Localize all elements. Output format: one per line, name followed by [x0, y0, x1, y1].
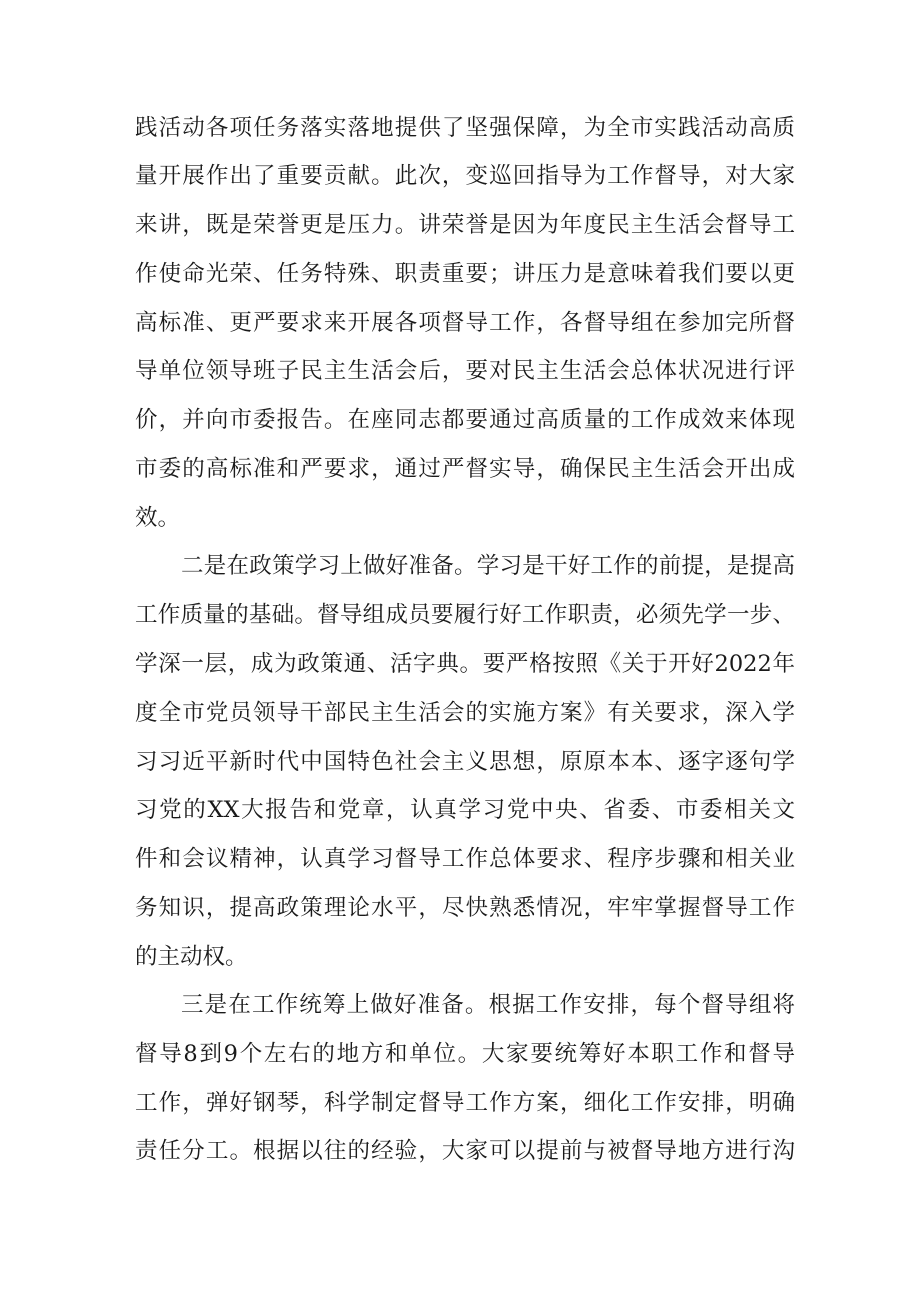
- paragraph-1-line-6: 导单位领导班子民主生活会后，要对民主生活会总体状况进行评: [135, 358, 795, 384]
- paragraph-2-line-1: 二是在政策学习上做好准备。学习是干好工作的前提，是提高: [181, 553, 795, 579]
- paragraph-3-line-4: 责任分工。根据以往的经验，大家可以提前与被督导地方进行沟: [135, 1138, 795, 1164]
- paragraph-2-line-8: 务知识，提高政策理论水平，尽快熟悉情况，牢牢掌握督导工作: [135, 895, 795, 921]
- paragraph-1-line-3: 来讲，既是荣誉更是压力。讲荣誉是因为年度民主生活会督导工: [135, 212, 795, 238]
- paragraph-2-line-5: 习习近平新时代中国特色社会主义思想，原原本本、逐字逐句学: [135, 749, 795, 775]
- paragraph-1-line-9: 效。: [135, 505, 181, 531]
- paragraph-3-line-3: 工作，弹好钢琴，科学制定督导工作方案，细化工作安排，明确: [135, 1090, 795, 1116]
- paragraph-1-line-1: 践活动各项任务落实落地提供了坚强保障，为全市实践活动高质: [135, 115, 795, 141]
- paragraph-2-line-6: 习党的XX大报告和党章，认真学习党中央、省委、市委相关文: [135, 797, 795, 823]
- paragraph-1-line-2: 量开展作出了重要贡献。此次，变巡回指导为工作督导，对大家: [135, 163, 795, 189]
- paragraph-2-line-2: 工作质量的基础。督导组成员要履行好工作职责，必须先学一步、: [135, 602, 795, 628]
- paragraph-3-line-1: 三是在工作统筹上做好准备。根据工作安排，每个督导组将: [181, 992, 795, 1018]
- paragraph-1-line-4: 作使命光荣、任务特殊、职责重要；讲压力是意味着我们要以更: [135, 261, 795, 287]
- paragraph-1-line-7: 价，并向市委报告。在座同志都要通过高质量的工作成效来体现: [135, 407, 795, 433]
- paragraph-2-line-4: 度全市党员领导干部民主生活会的实施方案》有关要求，深入学: [135, 700, 795, 726]
- paragraph-2-line-3: 学深一层，成为政策通、活字典。要严格按照《关于开好2022年: [135, 651, 795, 677]
- paragraph-1-line-8: 市委的高标准和严要求，通过严督实导，确保民主生活会开出成: [135, 456, 795, 482]
- paragraph-2-line-7: 件和会议精神，认真学习督导工作总体要求、程序步骤和相关业: [135, 846, 795, 872]
- paragraph-2-line-9: 的主动权。: [135, 944, 248, 970]
- paragraph-3-line-2: 督导8到9个左右的地方和单位。大家要统筹好本职工作和督导: [135, 1041, 795, 1067]
- paragraph-1-line-5: 高标准、更严要求来开展各项督导工作，各督导组在参加完所督: [135, 310, 795, 336]
